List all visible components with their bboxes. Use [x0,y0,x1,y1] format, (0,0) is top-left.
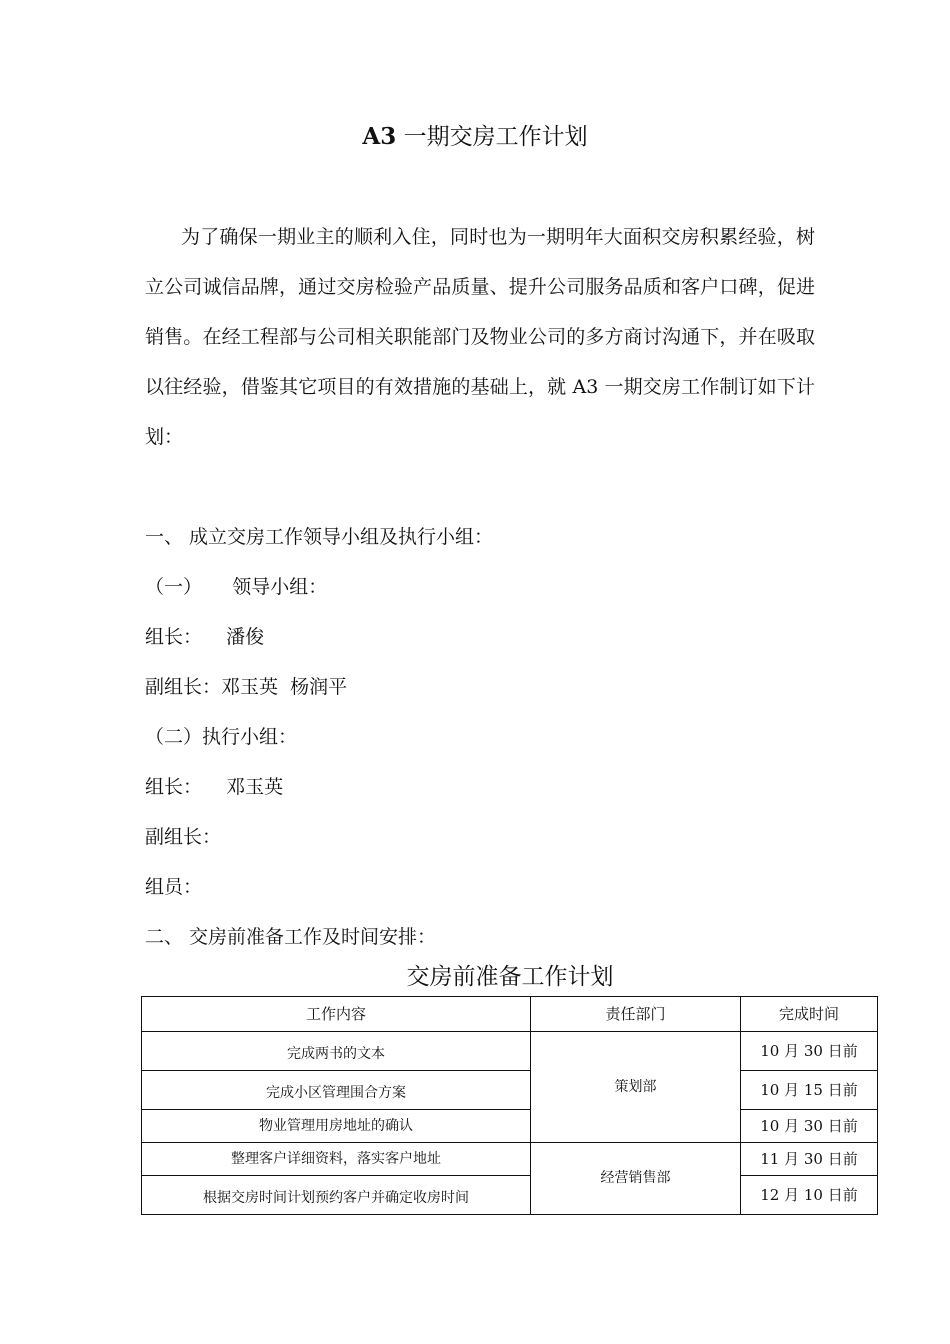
task-cell: 完成两书的文本 [142,1032,531,1071]
dept-cell: 经营销售部 [531,1143,741,1215]
table-header-row [142,997,878,1032]
subsection-execution-group: （二）执行小组： [145,726,298,748]
table-row [142,1176,878,1215]
leader-line: 组长： 潘俊 [145,626,265,648]
section-1-heading: 一、 成立交房工作领导小组及执行小组： [145,526,494,548]
plan-table [141,996,878,1215]
task-cell: 根据交房时间计划预约客户并确定收房时间 [142,1176,531,1215]
title-prefix: A3 [362,123,397,150]
table-row [142,1110,878,1143]
header-date: 完成时间 [741,997,878,1032]
header-task: 工作内容 [142,997,531,1032]
table-row [142,1032,878,1071]
members-line: 组员： [145,876,203,898]
vice-leaders-line: 副组长：邓玉英 杨润平 [145,676,348,698]
date-cell: 10 月 15 日前 [741,1071,878,1110]
task-cell: 物业管理用房地址的确认 [142,1110,531,1143]
date-cell: 11 月 30 日前 [741,1143,878,1176]
exec-vice-line: 副组长： [145,826,222,848]
exec-leader-line: 组长： 邓玉英 [145,776,284,798]
task-cell: 完成小区管理围合方案 [142,1071,531,1110]
task-cell: 整理客户详细资料，落实客户地址 [142,1143,531,1176]
section-2-heading: 二、 交房前准备工作及时间安排： [145,926,437,948]
table-row [142,1071,878,1110]
date-cell: 10 月 30 日前 [741,1032,878,1071]
intro-paragraph: 为了确保一期业主的顺利入住，同时也为一期明年大面积交房积累经验，树立公司诚信品牌，通过交房检验产品质量、提升公司服务品质和客户口碑，促进销售。在经工程部与公司相关职能部门及物业公司的多方商讨沟通下，并在吸取以往经验，借鉴其它项目的有效措施的基础上，就 A3 一期交房工作制订如下计划： [145,226,815,448]
document-title [0,118,950,151]
title-text: 一期交房工作计划 [403,124,588,150]
table-row [142,1143,878,1176]
header-dept: 责任部门 [531,997,741,1032]
dept-cell: 策划部 [531,1032,741,1143]
subsection-leadership-group: （一） 领导小组： [145,576,328,598]
table-title: 交房前准备工作计划 [406,964,614,990]
date-cell: 12 月 10 日前 [741,1176,878,1215]
date-cell: 10 月 30 日前 [741,1110,878,1143]
